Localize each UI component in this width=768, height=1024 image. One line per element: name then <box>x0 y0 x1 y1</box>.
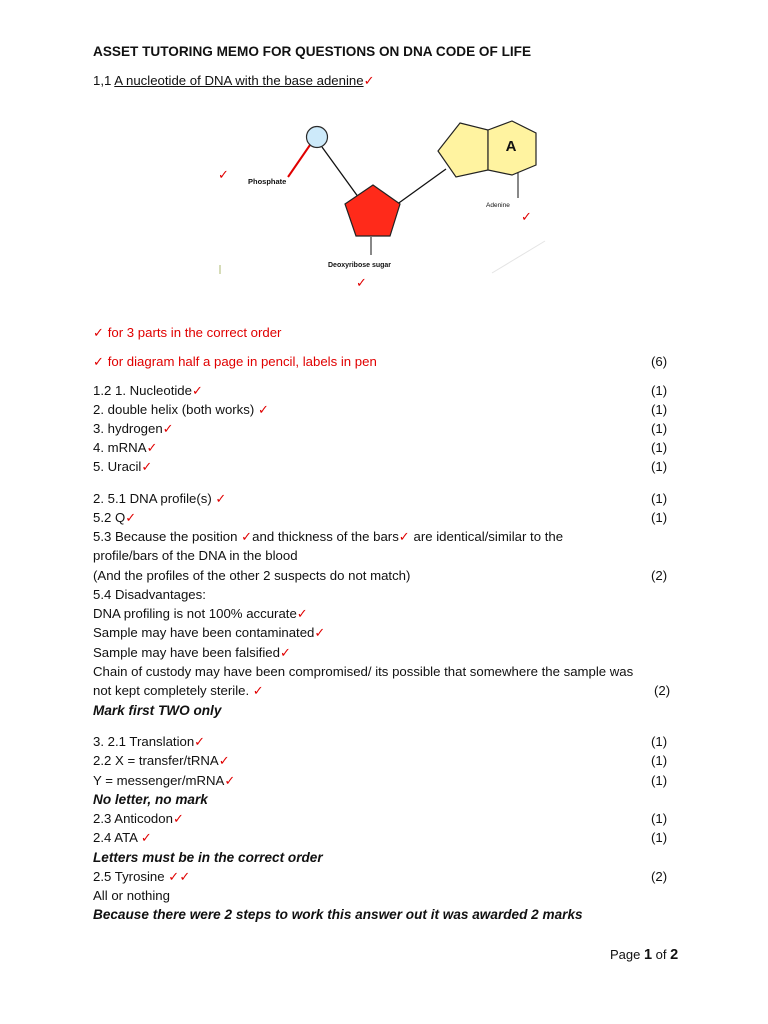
mark-total-diagram: (6) <box>651 354 668 369</box>
answer-text: 1.2 1. Nucleotide <box>93 383 192 398</box>
deoxyribose-sugar <box>345 185 400 236</box>
adenine-tick-icon: ✓ <box>521 209 532 224</box>
page-footer <box>610 946 678 964</box>
sugar-tick-icon: ✓ <box>356 275 367 290</box>
answer-2-3 <box>93 810 184 828</box>
answer-text: not kept completely sterile. <box>93 683 253 698</box>
base-letter: A <box>505 138 517 155</box>
page-title: ASSET TUTORING MEMO FOR QUESTIONS ON DNA CODE OF LIFE <box>93 44 532 59</box>
tick-icon: ✓ <box>241 529 253 544</box>
phosphate-group <box>307 127 328 148</box>
answer-5-2 <box>93 509 136 527</box>
answer-text: Sample may have been contaminated <box>93 625 315 640</box>
tick-icon: ✓ <box>194 734 206 749</box>
tick-icon: ✓ <box>398 529 410 544</box>
answer-text: Sample may have been falsified <box>93 645 280 660</box>
note-correct-order <box>93 324 281 342</box>
answer-text: 2.3 Anticodon <box>93 811 173 826</box>
marking-note: Because there were 2 steps to work this answer out it was awarded 2 marks <box>93 907 583 922</box>
mark: (2) <box>654 683 671 698</box>
answer-5-1 <box>93 490 226 508</box>
answer-text: 2. 5.1 DNA profile(s) <box>93 491 216 506</box>
mark: (1) <box>651 830 668 845</box>
tick-icon: ✓ <box>191 383 204 398</box>
note-diagram-size <box>93 353 377 371</box>
tick-icon: ✓ <box>224 773 236 788</box>
tick-icon: ✓ <box>172 811 184 826</box>
page-number: 1 <box>643 947 653 963</box>
tick-icon: ✓ <box>363 73 375 88</box>
tick-icon: ✓ <box>162 421 174 436</box>
mark: (2) <box>651 568 668 583</box>
mark: (1) <box>651 402 668 417</box>
question-number: 1,1 <box>93 73 115 88</box>
page-total: 2 <box>670 947 679 963</box>
tick-icon: ✓ <box>141 459 153 474</box>
answer-1-2-4 <box>93 439 158 457</box>
mark: (1) <box>651 753 668 768</box>
tick-icon: ✓ <box>257 402 269 417</box>
note-text: for 3 parts in the correct order <box>104 325 282 340</box>
answer-2-1 <box>93 733 205 751</box>
tick-icon: ✓ <box>93 354 105 369</box>
answer-2-5 <box>93 868 190 886</box>
nucleotide-diagram <box>210 115 550 300</box>
mark: (1) <box>651 491 668 506</box>
tick-icon: ✓ <box>218 753 230 768</box>
answer-text: 2. double helix (both works) <box>93 402 258 417</box>
sugar-label: Deoxyribose sugar <box>328 262 392 269</box>
answer-text: 2.4 ATA <box>93 830 141 845</box>
mark: (1) <box>651 383 668 398</box>
answer-text: Y = messenger/mRNA <box>93 773 225 788</box>
mark: (1) <box>651 811 668 826</box>
answer-text: 4. mRNA <box>93 440 147 455</box>
mark: (1) <box>651 421 668 436</box>
tick-icon: ✓ <box>252 683 264 698</box>
answer-1-2-5 <box>93 458 152 476</box>
answer-text: 5. Uracil <box>93 459 142 474</box>
answer-text: DNA profiling is not 100% accurate <box>93 606 297 621</box>
tick-icon: ✓ <box>314 625 326 640</box>
answer-5-4-point <box>93 605 308 623</box>
adenine-label: Adenine <box>486 202 510 209</box>
mark: (1) <box>651 440 668 455</box>
answer-text: and thickness of the bars <box>252 529 399 544</box>
answer-1-2-2 <box>93 401 269 419</box>
phosphate-pointer <box>288 145 310 177</box>
answer-text: 3. 2.1 Translation <box>93 734 195 749</box>
tick-icon: ✓ <box>179 869 191 884</box>
answer-5-3 <box>93 528 563 546</box>
marking-note: Letters must be in the correct order <box>93 850 323 865</box>
tick-icon: ✓ <box>93 325 105 340</box>
answer-text: are identical/similar to the <box>409 529 564 544</box>
answer-5-4-heading: 5.4 Disadvantages: <box>93 587 206 602</box>
answer-5-4-point <box>93 644 291 662</box>
answer-5-3-note: (And the profiles of the other 2 suspects do not match) <box>93 568 411 583</box>
answer-1-2-1 <box>93 382 203 400</box>
answer-text: 3. hydrogen <box>93 421 163 436</box>
answer-5-4-point <box>93 624 325 642</box>
page-word: Page <box>610 947 644 962</box>
answer-text: 2.2 X = transfer/tRNA <box>93 753 219 768</box>
answer-1-2-3 <box>93 420 174 438</box>
answer-5-3-cont: profile/bars of the DNA in the blood <box>93 548 298 563</box>
question-1-1 <box>93 72 375 90</box>
tick-icon: ✓ <box>125 510 137 525</box>
tick-icon: ✓ <box>168 869 180 884</box>
sugar-base-bond <box>396 169 446 205</box>
answer-2-4 <box>93 829 152 847</box>
answer-text: 5.3 Because the position <box>93 529 242 544</box>
answer-2-5-note: All or nothing <box>93 888 170 903</box>
answer-2-2-y <box>93 772 235 790</box>
tick-icon: ✓ <box>296 606 308 621</box>
of-word: of <box>652 947 671 962</box>
marking-note: No letter, no mark <box>93 792 208 807</box>
note-text: for diagram half a page in pencil, labels in pen <box>104 354 377 369</box>
tick-icon: ✓ <box>146 440 158 455</box>
answer-text: 5.2 Q <box>93 510 126 525</box>
answer-2-2-x <box>93 752 230 770</box>
tick-icon: ✓ <box>279 645 291 660</box>
mark: (1) <box>651 510 668 525</box>
scan-mark <box>492 241 545 273</box>
tick-icon: ✓ <box>215 491 227 506</box>
mark: (1) <box>651 459 668 474</box>
tick-icon: ✓ <box>140 830 152 845</box>
phosphate-tick-icon: ✓ <box>218 167 229 182</box>
mark: (1) <box>651 773 668 788</box>
marking-note: Mark first TWO only <box>93 703 222 718</box>
mark: (2) <box>651 869 668 884</box>
answer-5-4-point-cont <box>93 682 264 700</box>
phosphate-label: Phosphate <box>248 177 287 186</box>
answer-text: 2.5 Tyrosine <box>93 869 169 884</box>
mark: (1) <box>651 734 668 749</box>
answer-5-4-point: Chain of custody may have been compromised/ its possible that somewhere the sample was <box>93 664 634 679</box>
question-text: A nucleotide of DNA with the base adenine <box>114 73 364 88</box>
